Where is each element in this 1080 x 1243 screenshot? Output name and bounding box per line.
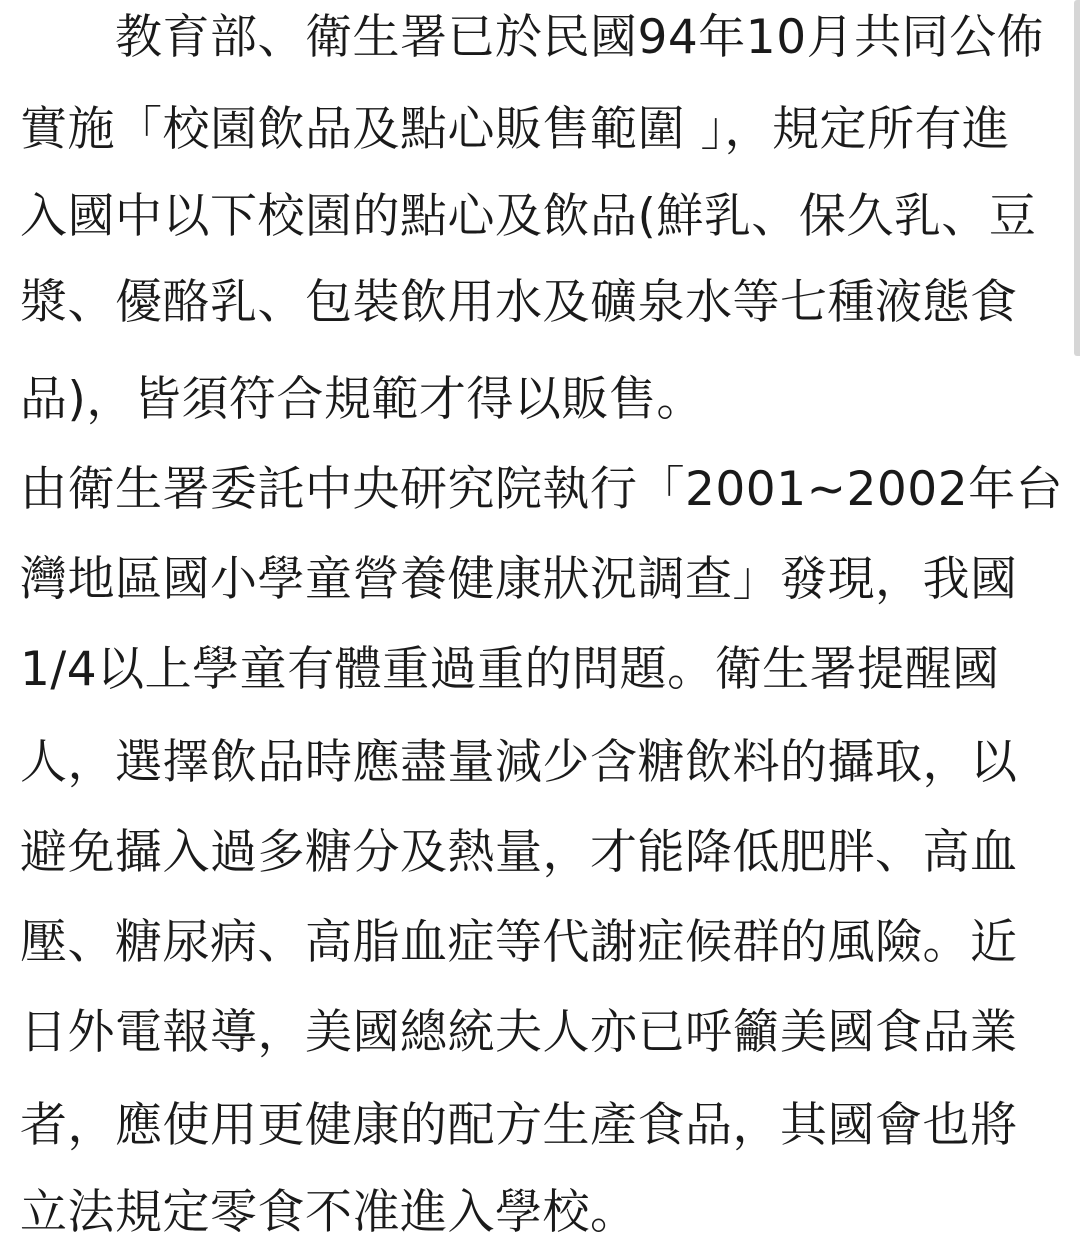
text-line: 人，選擇飲品時應盡量減少含糖飲料的攝取，以 xyxy=(20,735,1018,790)
text-line: 灣地區國小學童營養健康狀況調查」發現，我國 xyxy=(20,552,1018,607)
text-line: 者，應使用更健康的配方生產食品，其國會也將 xyxy=(20,1098,1018,1153)
text-line: 1/4以上學童有體重過重的問題。衛生署提醒國 xyxy=(20,642,1000,697)
scrollbar-thumb[interactable] xyxy=(1074,0,1080,356)
text-line: 避免攝入過多糖分及熱量，才能降低肥胖、高血 xyxy=(20,825,1018,880)
text-line: 漿、優酪乳、包裝飲用水及礦泉水等七種液態食 xyxy=(20,275,1018,330)
text-line: 壓、糖尿病、高脂血症等代謝症候群的風險。近 xyxy=(20,915,1018,970)
text-line: 入國中以下校園的點心及飲品(鮮乳、保久乳、豆 xyxy=(20,189,1037,244)
text-line: 品)，皆須符合規範才得以販售。 xyxy=(20,372,704,427)
text-line: 教育部、衛生署已於民國94年10月共同公佈 xyxy=(20,10,1045,65)
text-line: 日外電報導，美國總統夫人亦已呼籲美國食品業 xyxy=(20,1005,1018,1060)
text-line: 立法規定零食不准進入學校。 xyxy=(20,1185,638,1240)
scrollbar[interactable] xyxy=(1072,0,1080,1241)
text-line: 由衛生署委託中央研究院執行「2001~2002年台 xyxy=(20,462,1064,517)
text-line: 實施「校園飲品及點心販售範圍 」，規定所有進 xyxy=(20,102,1010,157)
